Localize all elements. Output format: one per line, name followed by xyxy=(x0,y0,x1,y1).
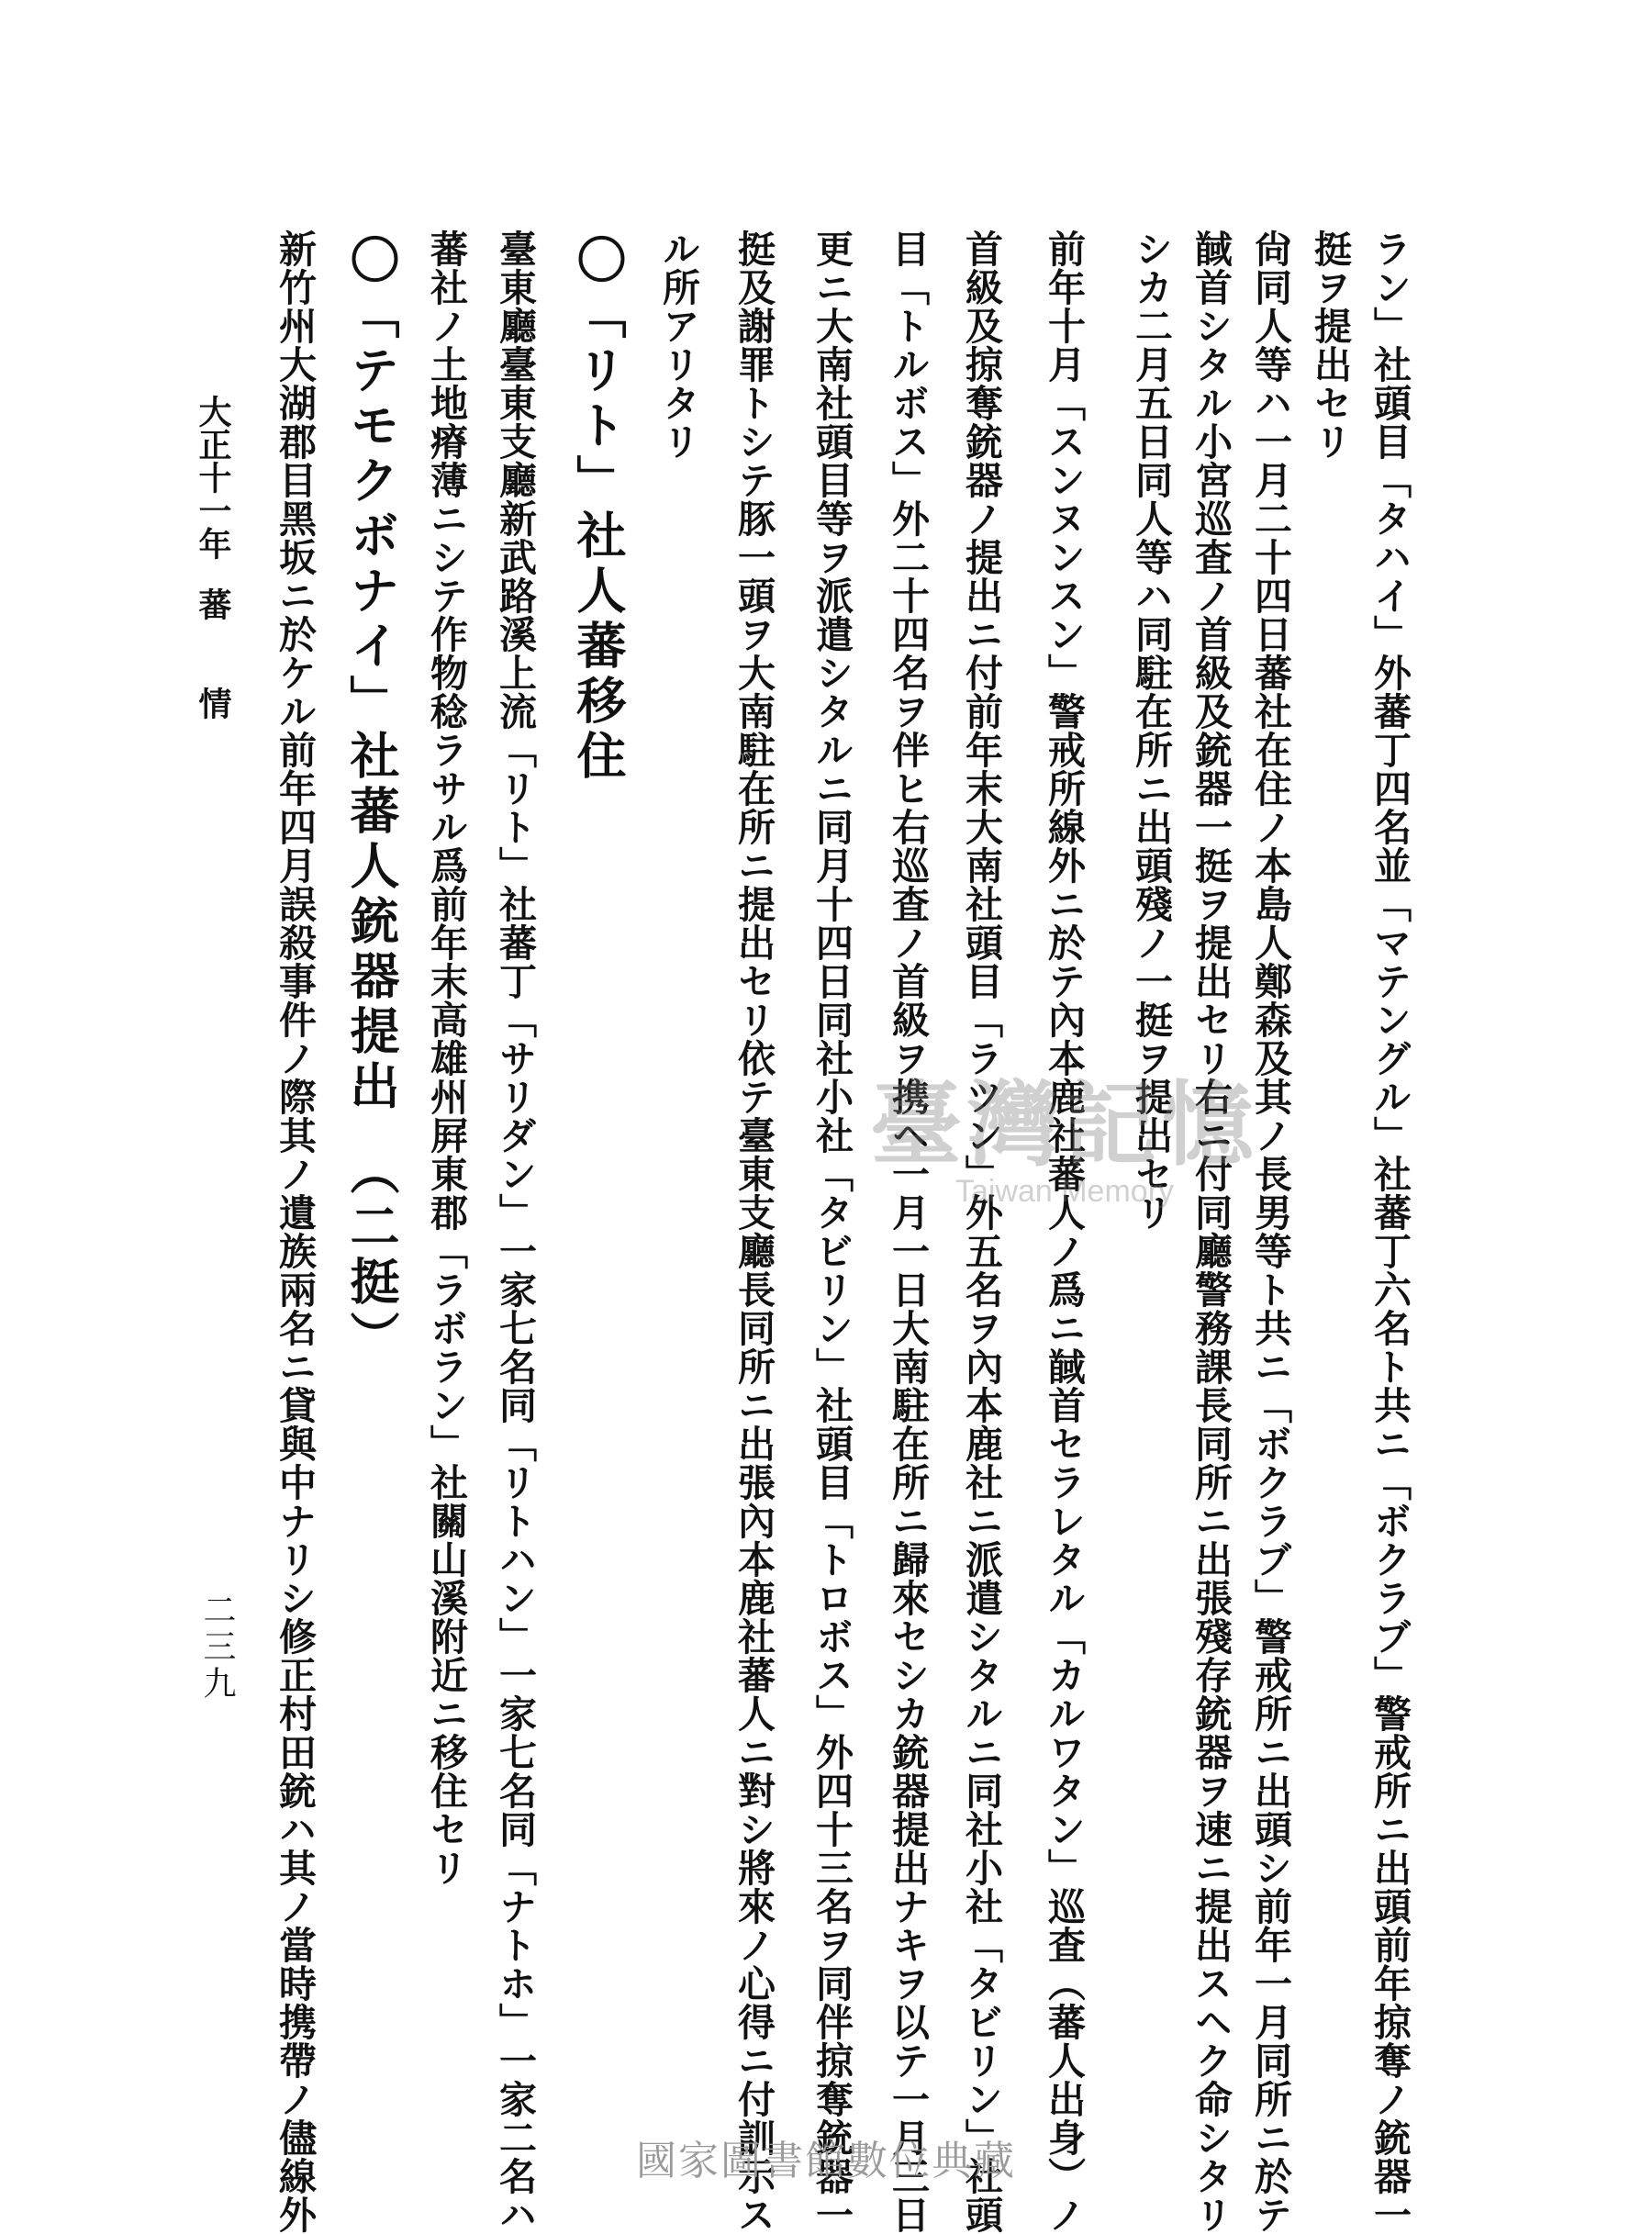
text-column-11: ル所アリタリ xyxy=(656,229,700,461)
text-column-1: ラン」社頭目「タハイ」外蕃丁四名並「マテングル」社蕃丁六名ト共ニ「ボクラブ」警戒所ニ出頭前年掠奪ノ銃器一 xyxy=(1367,229,1412,2234)
text-column-10: 挺及謝罪トシテ豚一頭ヲ大南駐在所ニ提出セリ依テ臺東支廳長同所ニ出張內本鹿社蕃人ニ對シ將來ノ心得ニ付訓示ス xyxy=(731,229,776,2234)
text-column-4: 馘首シタル小宮巡査ノ首級及銃器一挺ヲ提出セリ右ニ付同廳警務課長同所ニ出張殘存銃器ヲ速ニ提出スヘク命シタリ xyxy=(1189,229,1233,2234)
running-head-subject: 蕃 情 xyxy=(194,587,232,720)
text-column-14: 蕃社ノ土地瘠薄ニシテ作物稔ラサル爲前年末高雄州屛東郡「ラボラン」社關山溪附近ニ移住セリ xyxy=(424,229,468,1887)
text-column-8: 目「トルボス」外二十四名ヲ伴ヒ右巡査ノ首級ヲ携ヘ一月一日大南駐在所ニ歸來セシカ銃器提出ナキヲ以テ一月三日 xyxy=(886,229,930,2234)
text-column-7: 首級及掠奪銃器ノ提出ニ付前年末大南社頭目「ラツン」外五名ヲ內本鹿社ニ派遣シタルニ同社小社「タビリン」社頭 xyxy=(959,229,1003,2234)
watermark-main-text: 臺灣記憶 xyxy=(870,1070,1259,1178)
watermark-sub-text: Taiwan Memory xyxy=(954,1174,1175,1209)
text-column-6: 前年十月「スンヌンスン」警戒所線外ニ於テ內本鹿社蕃人ノ爲ニ馘首セラレタル「カルワタン」巡査（蕃人出身）ノ xyxy=(1042,229,1086,2234)
text-column-16: 新竹州大湖郡目黑坂ニ於ケル前年四月誤殺事件ノ際其ノ遺族兩名ニ貸與中ナリシ修正村田銃ハ其ノ當時携帶ノ儘線外 xyxy=(273,229,317,2234)
text-column-9: 更ニ大南社頭目等ヲ派遣シタルニ同月十四日同社小社「タビリン」社頭目「トロボス」外四十三名ヲ同伴掠奪銃器一 xyxy=(809,229,854,2234)
section-heading-rito-migration: 〇「リト」社人蕃移住 xyxy=(569,234,628,785)
text-column-13: 臺東廳臺東支廳新武路溪上流「リト」社蕃丁「サリダン」一家七名同「リトハン」一家七名同「ナトホ」一家二名ハ xyxy=(493,229,537,2234)
text-column-3: 尙同人等ハ一月二十四日蕃社在住ノ本島人鄭森及其ノ長男等ト共ニ「ボクラブ」警戒所ニ出頭シ前年一月同所ニ於テ xyxy=(1248,229,1292,2234)
page-number: 二三九 xyxy=(198,1592,236,1703)
text-column-2: 挺ヲ提出セリ xyxy=(1308,229,1352,461)
running-head-year: 大正十一年 xyxy=(194,395,232,560)
footer-credit: 國家圖書館數位典藏 xyxy=(636,2138,1016,2184)
section-heading-temokubonai-firearms: 〇「テモクボナイ」社蕃人銃器提出 （二挺） xyxy=(342,234,401,1366)
text-column-5: シカ二月五日同人等ハ同駐在所ニ出頭殘ノ一挺ヲ提出セリ xyxy=(1129,229,1173,1232)
